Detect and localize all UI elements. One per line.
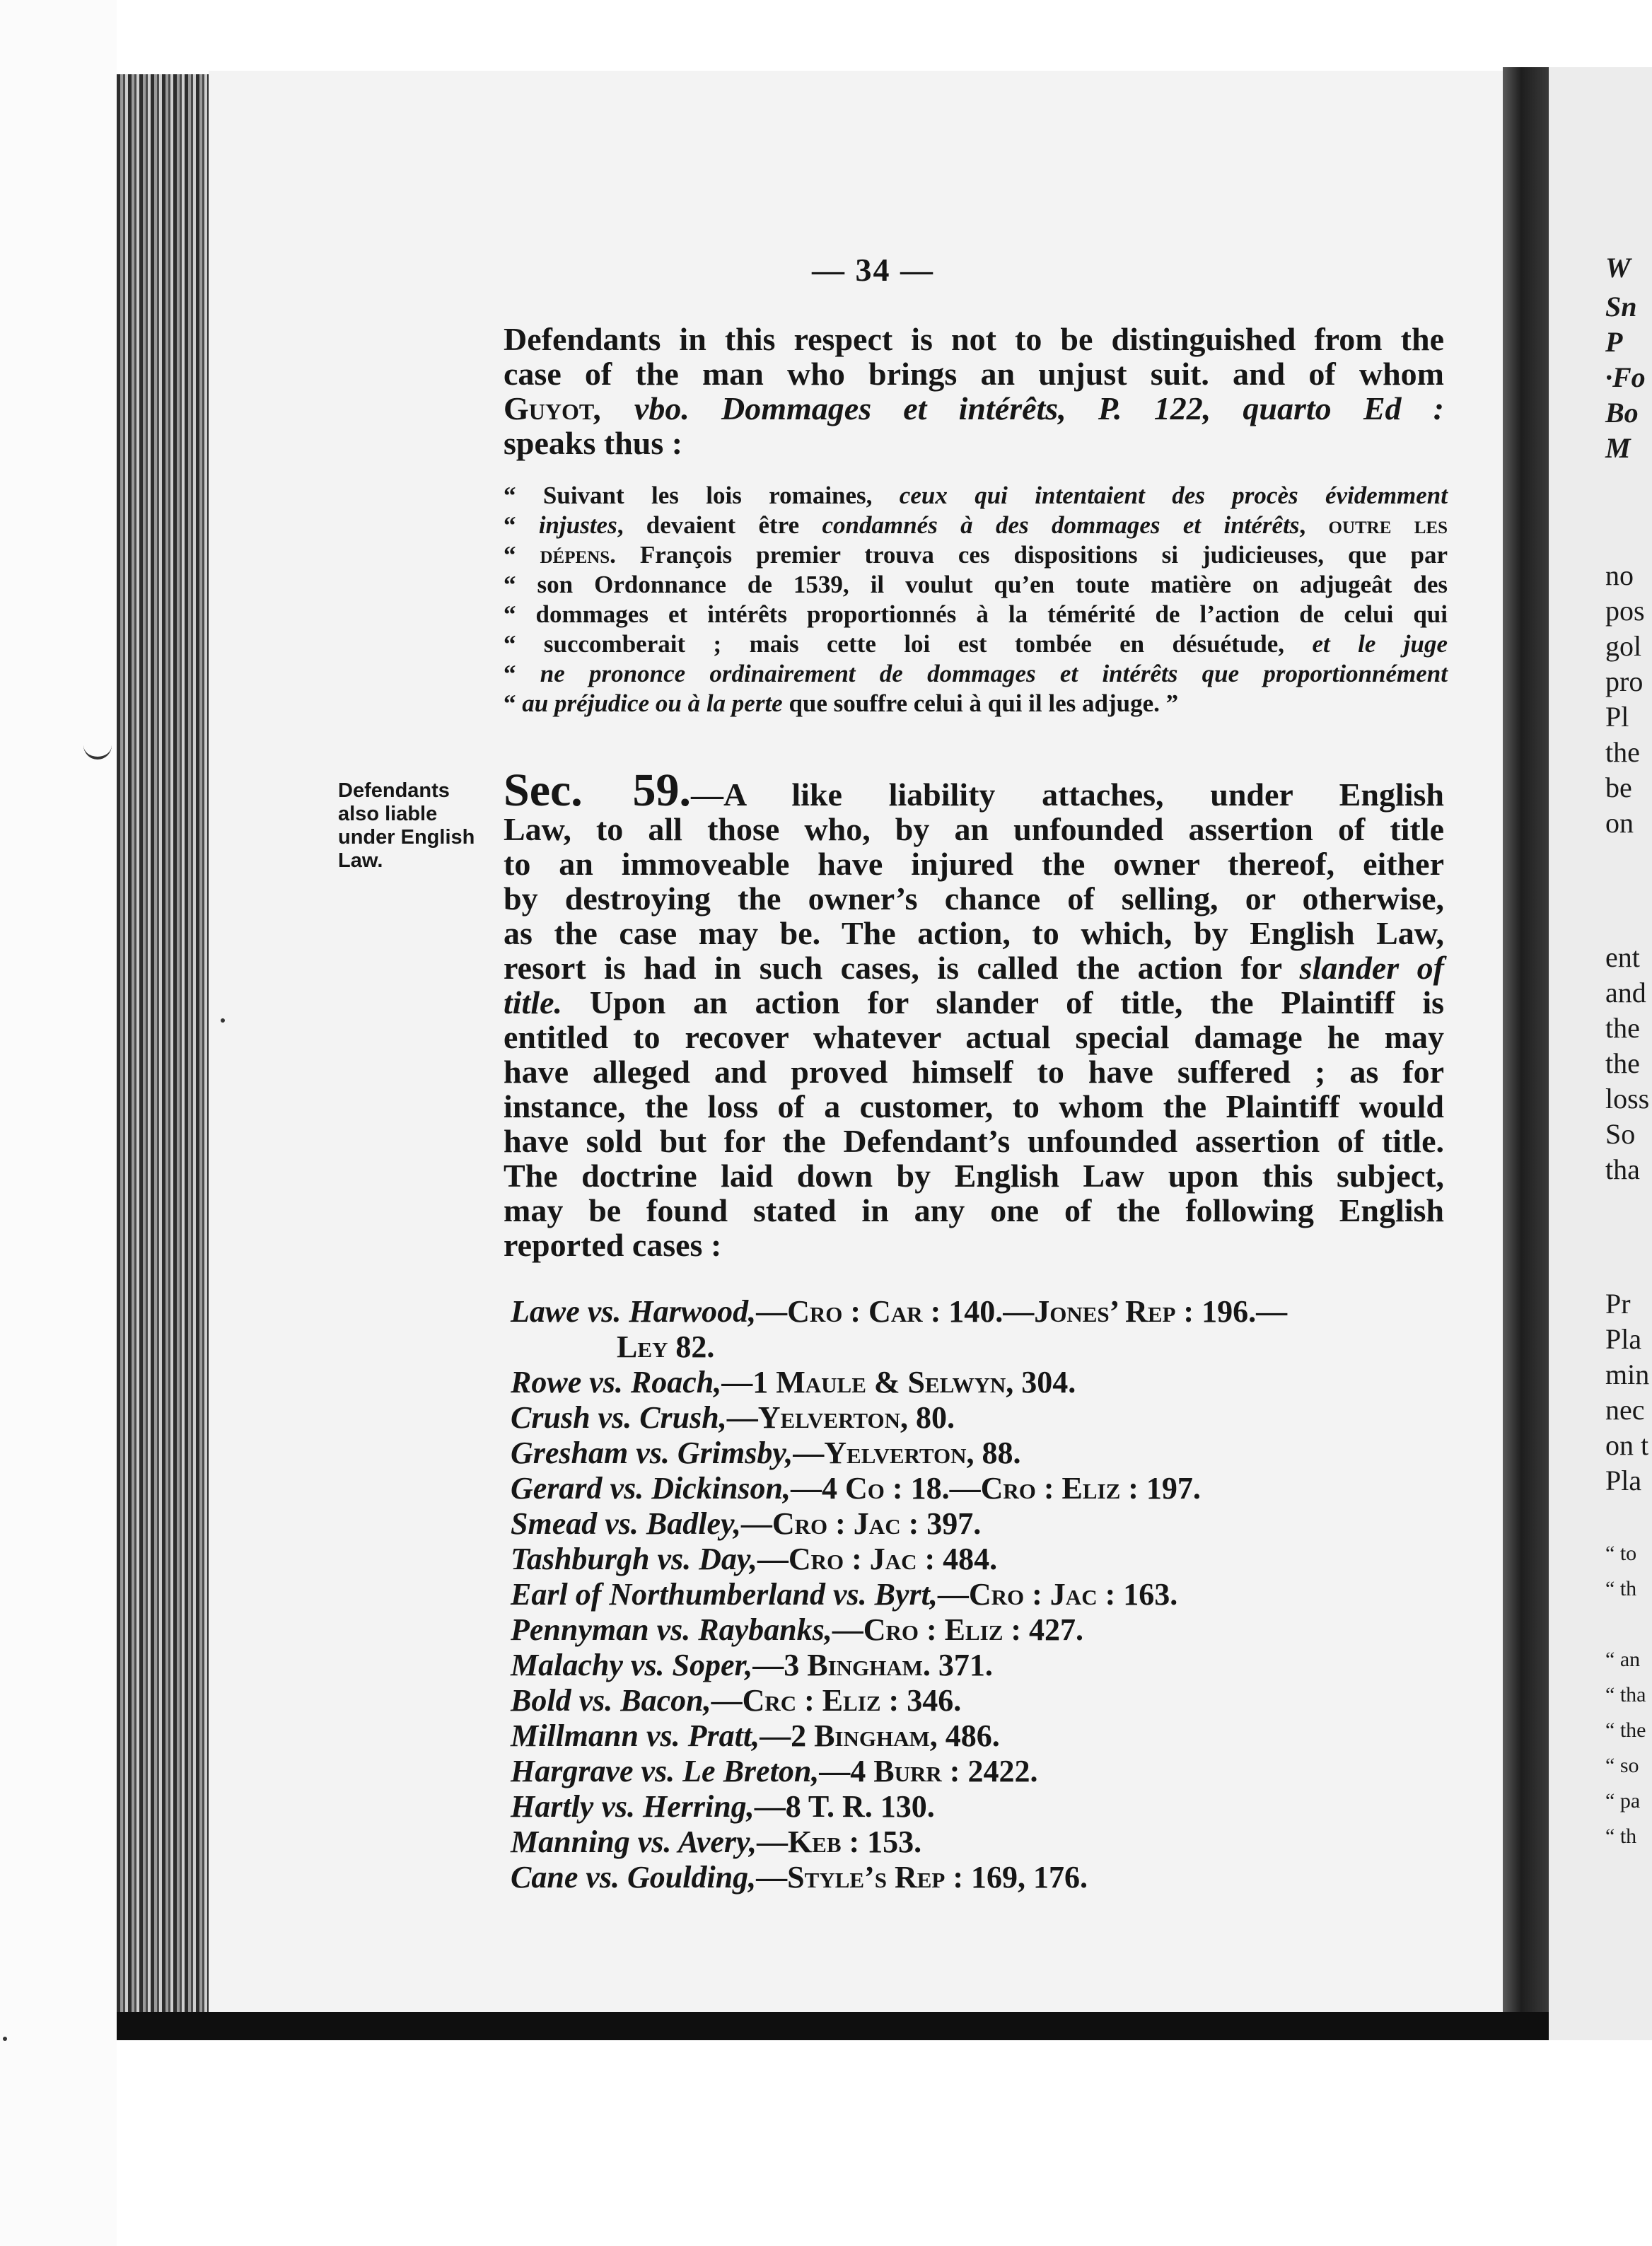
facing-page-fragment: P [1605, 326, 1623, 358]
case-reference: —4 Burr : 2422. [819, 1754, 1038, 1788]
facing-page-fragment: be [1605, 772, 1632, 803]
french-quotation [504, 481, 1448, 718]
section-line [504, 985, 1444, 1020]
quote-text: , [1299, 511, 1329, 539]
book-page-edges [117, 74, 209, 2012]
facing-page-fragment: Pr [1605, 1288, 1631, 1320]
facing-page-fragment: “ so [1605, 1754, 1639, 1777]
section-text: have alleged and proved himself to have suffered ; as for [504, 1054, 1444, 1090]
facing-page-fragment: the [1605, 736, 1640, 768]
case-citation [511, 1329, 1287, 1365]
case-citation [511, 1789, 1287, 1825]
intro-line: speaks thus : [504, 425, 683, 461]
book-gutter [1503, 67, 1549, 2019]
case-citation [511, 1577, 1287, 1612]
quote-line [504, 481, 1448, 511]
case-name: Hargrave vs. Le Breton, [511, 1754, 820, 1788]
case-reference: —Cro : Jac : 163. [937, 1577, 1178, 1612]
facing-page-fragment: Sn [1605, 291, 1637, 322]
case-reference: —Cro : Jac : 484. [757, 1542, 998, 1576]
case-citation [511, 1860, 1287, 1895]
facing-page-fragment: the [1605, 1012, 1640, 1044]
section-line [504, 1020, 1444, 1054]
section-line [504, 1228, 1444, 1262]
section-line [504, 1124, 1444, 1158]
case-citation [511, 1294, 1287, 1329]
intro-paragraph [504, 322, 1444, 460]
facing-page-fragment: M [1605, 432, 1631, 464]
case-name: Tashburgh vs. Day, [511, 1542, 757, 1576]
quote-text: “ [504, 511, 539, 539]
margin-note-line: also liable [338, 803, 438, 825]
facing-page-fragment: gol [1605, 630, 1642, 662]
section-line [504, 1193, 1444, 1228]
case-reference: —2 Bingham, 486. [760, 1718, 1000, 1753]
page-number: — 34 — [812, 252, 934, 288]
case-reference: —Crc : Eliz : 346. [711, 1683, 962, 1718]
quote-line [504, 600, 1448, 629]
scan-artifact-dot [221, 1018, 225, 1023]
case-citation [511, 1612, 1287, 1648]
quote-italic: condamnés à des dommages et intérêts [822, 511, 1300, 539]
section-text: reported cases : [504, 1227, 722, 1263]
section-italic: slander of [1299, 950, 1444, 986]
facing-page-fragment: no [1605, 559, 1634, 591]
case-name: Earl of Northumberland vs. Byrt, [511, 1577, 938, 1612]
quote-line [504, 629, 1448, 659]
facing-page-fragment: So [1605, 1118, 1636, 1150]
case-name: Pennyman vs. Raybanks, [511, 1612, 832, 1647]
facing-page-fragment: W [1605, 252, 1631, 284]
case-name: Crush vs. Crush, [511, 1400, 727, 1435]
quote-smallcaps: dépens [540, 541, 610, 569]
case-citation [511, 1365, 1287, 1400]
case-reference: —4 Co : 18.—Cro : Eliz : 197. [791, 1471, 1201, 1506]
section-text: entitled to recover whatever actual special damage he may [504, 1019, 1444, 1055]
section-line [504, 764, 1444, 816]
facing-page-fragment: and [1605, 977, 1646, 1008]
section-line [504, 812, 1444, 846]
quote-italic: et le juge [1312, 630, 1448, 658]
facing-page-fragment: “ th [1605, 1825, 1637, 1848]
case-list [511, 1294, 1287, 1895]
quote-italic: injustes [538, 511, 617, 539]
section-text: by destroying the owner’s chance of selling, or otherwise, [504, 880, 1444, 917]
quote-text: “ succomberait ; mais cette loi est tombée en désuétude, [504, 630, 1313, 658]
facing-page-fragment: Pla [1605, 1323, 1642, 1355]
facing-page-fragment: “ to [1605, 1542, 1637, 1565]
intro-citation: , vbo. Dommages et intérêts, P. 122, quarto Ed : [594, 390, 1444, 426]
section-text: Upon an action for slander of title, the Plaintiff is [562, 984, 1444, 1020]
case-reference: —Cro : Eliz : 427. [832, 1612, 1084, 1647]
quote-line [504, 540, 1448, 570]
section-59 [504, 764, 1444, 1263]
case-reference: —Cro : Car : 140.—Jones’ Rep : 196.— [756, 1294, 1288, 1329]
case-reference: Ley 82. [617, 1329, 715, 1364]
margin-note-line: Defendants [338, 779, 450, 802]
margin-note-line: Law. [338, 849, 383, 872]
quote-text: . François premier trouva ces dispositions si judicieuses, que par [610, 541, 1448, 569]
facing-page [1549, 67, 1652, 2040]
quote-line [504, 659, 1448, 689]
section-text: —A like liability attaches, under English [690, 776, 1444, 813]
facing-page-fragment: the [1605, 1047, 1640, 1079]
section-text: have sold but for the Defendant’s unfounded assertion of title. [504, 1123, 1444, 1159]
margin-note [338, 779, 508, 873]
quote-line [504, 689, 1448, 718]
facing-page-fragment: “ an [1605, 1648, 1641, 1671]
quote-text: “ [504, 660, 540, 687]
section-text: to an immoveable have injured the owner thereof, either [504, 846, 1444, 882]
case-reference: —Yelverton, 80. [726, 1400, 955, 1435]
section-line [504, 916, 1444, 950]
case-name: Manning vs. Avery, [511, 1825, 757, 1859]
section-heading: Sec. 59. [504, 764, 691, 816]
case-citation [511, 1436, 1287, 1471]
margin-note-line: under English [338, 826, 475, 849]
quote-text: “ Suivant les lois romaines, [504, 482, 900, 509]
quote-italic: au préjudice ou à la perte [522, 689, 783, 717]
facing-page-fragment: pos [1605, 595, 1645, 627]
section-line [504, 846, 1444, 881]
facing-page-fragment: pro [1605, 665, 1644, 697]
case-citation [511, 1718, 1287, 1754]
case-name: Lawe vs. Harwood, [511, 1294, 757, 1329]
case-citation [511, 1506, 1287, 1542]
facing-page-fragment: on [1605, 807, 1634, 839]
case-citation [511, 1754, 1287, 1789]
quote-text: , devaient être [617, 511, 822, 539]
case-name: Malachy vs. Soper, [511, 1648, 753, 1682]
section-text: may be found stated in any one of the following English [504, 1192, 1444, 1228]
quote-line [504, 570, 1448, 600]
case-name: Smead vs. Badley, [511, 1506, 741, 1541]
quote-text: que souffre celui à qui il les adjuge. ” [782, 689, 1179, 717]
case-name: Millmann vs. Pratt, [511, 1718, 760, 1753]
section-line [504, 1054, 1444, 1089]
case-reference: —Yelverton, 88. [793, 1436, 1021, 1470]
case-citation [511, 1825, 1287, 1860]
intro-line [504, 391, 1444, 426]
case-name: Gerard vs. Dickinson, [511, 1471, 791, 1506]
section-line [504, 950, 1444, 985]
section-text: resort is had in such cases, is called the action for [504, 950, 1300, 986]
case-reference: —3 Bingham. 371. [752, 1648, 993, 1682]
scan-artifact-dot [3, 2037, 7, 2041]
facing-page-fragment: ent [1605, 941, 1640, 973]
case-reference: —1 Maule & Selwyn, 304. [721, 1365, 1076, 1400]
facing-page-fragment: “ pa [1605, 1789, 1641, 1812]
case-reference: —8 T. R. 130. [754, 1789, 935, 1824]
facing-page-fragment: “ th [1605, 1577, 1637, 1600]
quote-line [504, 511, 1448, 540]
scan-background [0, 0, 117, 2246]
facing-page-fragment: “ tha [1605, 1683, 1646, 1706]
case-name: Rowe vs. Roach, [511, 1365, 722, 1400]
case-name: Gresham vs. Grimsby, [511, 1436, 793, 1470]
section-text: Law, to all those who, by an unfounded assertion of title [504, 811, 1444, 847]
quote-italic: ne prononce ordinairement de dommages et intérêts que proportionnément [540, 660, 1448, 687]
section-text: The doctrine laid down by English Law upon this subject, [504, 1158, 1444, 1194]
author-name: Guyot [504, 390, 595, 426]
section-line [504, 881, 1444, 916]
quote-text: “ dommages et intérêts proportionnés à la témérité de l’action de celui qui [504, 600, 1448, 628]
section-italic: title. [504, 984, 563, 1020]
facing-page-fragment: tha [1605, 1153, 1640, 1185]
intro-line: case of the man who brings an unjust suit. and of whom [504, 356, 1444, 392]
case-reference: —Cro : Jac : 397. [740, 1506, 982, 1541]
intro-line: Defendants in this respect is not to be distinguished from the [504, 321, 1444, 357]
facing-page-fragment: “ the [1605, 1718, 1646, 1742]
facing-page-fragment: on t [1605, 1429, 1649, 1461]
case-citation [511, 1471, 1287, 1506]
facing-page-fragment: Pla [1605, 1465, 1642, 1496]
section-line [504, 1089, 1444, 1124]
case-name: Cane vs. Goulding, [511, 1860, 757, 1895]
section-line [504, 1158, 1444, 1193]
case-reference: —Keb : 153. [756, 1825, 922, 1859]
bottom-shadow [117, 2012, 1549, 2040]
quote-text: “ [504, 689, 523, 717]
facing-page-fragment: loss [1605, 1083, 1650, 1115]
section-text: as the case may be. The action, to which, by English Law, [504, 915, 1444, 951]
quote-italic: ceux qui intentaient des procès évidemment [899, 482, 1448, 509]
facing-page-fragment: min [1605, 1358, 1650, 1390]
case-citation [511, 1400, 1287, 1436]
case-name: Bold vs. Bacon, [511, 1683, 711, 1718]
case-name: Hartly vs. Herring, [511, 1789, 755, 1824]
case-citation [511, 1683, 1287, 1718]
facing-page-fragment: Pl [1605, 701, 1629, 733]
quote-text: “ [504, 541, 540, 569]
case-citation [511, 1542, 1287, 1577]
quote-smallcaps: outre les [1328, 511, 1448, 539]
case-reference: —Style’s Rep : 169, 176. [756, 1860, 1088, 1895]
quote-text: “ son Ordonnance de 1539, il voulut qu’en toute matière on adjugeât des [504, 571, 1448, 598]
facing-page-fragment: nec [1605, 1394, 1645, 1426]
facing-page-fragment: Bo [1605, 397, 1639, 429]
case-citation [511, 1648, 1287, 1683]
facing-page-fragment: ·Fo [1605, 361, 1646, 393]
section-text: instance, the loss of a customer, to whom the Plaintiff would [504, 1088, 1444, 1124]
